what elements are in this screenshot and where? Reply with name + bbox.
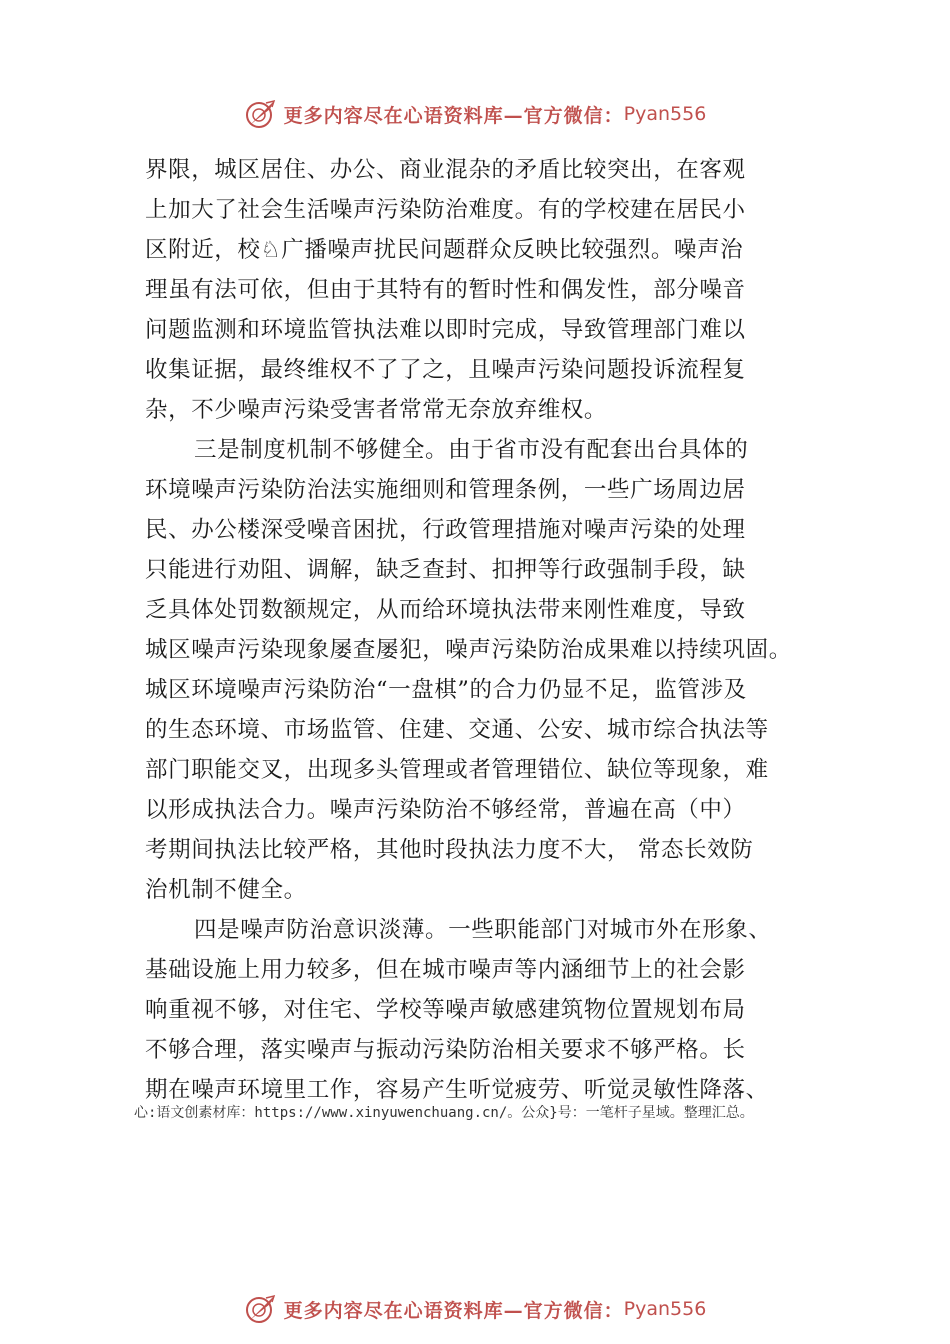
header-banner-contact: Pyan556 [623,103,707,125]
text-line: 杂，不少噪声污染受害者常常无奈放弃维权。 [145,397,608,423]
text-line: 的生态环境、市场监管、住建、交通、公安、城市综合执法等 [145,717,769,743]
text-line: 以形成执法合力。噪声污染防治不够经常，普遍在高（中） [145,797,746,823]
footer-banner [0,1287,950,1331]
text-line: 只能进行劝阻、调解，缺乏查封、扣押等行政强制手段，缺 [145,557,746,583]
footer-banner-title: 更多内容尽在心语资料库—官方微信： [283,1299,624,1322]
text-line: 响重视不够，对住宅、学校等噪声敏感建筑物位置规划布局 [145,997,746,1023]
text-line: 界限，城区居住、办公、商业混杂的矛盾比较突出，在客观 [145,157,746,183]
text-line: 理虽有法可依，但由于其特有的暂时性和偶发性，部分噪音 [145,277,746,303]
text-line: 部门职能交叉，出现多头管理或者管理错位、缺位等现象，难 [145,757,769,783]
paragraph-start-line: 三是制度机制不够健全。由于省市没有配套出台具体的 [194,437,749,463]
text-line: 不够合理，落实噪声与振动污染防治相关要求不够严格。长 [145,1037,746,1063]
text-line: 治机制不健全。 [145,877,307,903]
footer-banner-contact: Pyan556 [623,1298,707,1320]
header-banner-title: 更多内容尽在心语资料库—官方微信： [283,104,624,127]
paragraph-start-line: 四是噪声防治意识淡薄。一些职能部门对城市外在形象、 [194,917,772,943]
text-line: 环境噪声污染防治法实施细则和管理条例，一些广场周边居 [145,477,746,503]
logo-icon [244,97,278,131]
text-line: 上加大了社会生活噪声污染防治难度。有的学校建在居民小 [145,197,746,223]
text-line: 问题监测和环境监管执法难以即时完成，导致管理部门难以 [145,317,746,343]
text-line: 城区噪声污染现象屡查屡犯，噪声污染防治成果难以持续巩固。 [145,637,792,663]
text-line: 收集证据，最终维权不了了之，且噪声污染问题投诉流程复 [145,357,746,383]
header-banner [0,92,950,136]
text-line: 考期间执法比较严格，其他时段执法力度不大， 常态长效防 [145,837,754,863]
text-line: 区附近，校♘广播噪声扰民问题群众反映比较强烈。噪声治 [145,237,744,263]
source-footnote: 心:语文创素材库：https://www.xinyuwenchuang.cn/。公众}号：一笔杆子星域。整理汇总。 [134,1105,754,1121]
text-line: 乏具体处罚数额规定，从而给环境执法带来刚性难度，导致 [145,597,746,623]
text-line: 城区环境噪声污染防治“一盘棋”的合力仍显不足，监管涉及 [145,677,747,703]
logo-icon [244,1292,278,1326]
text-line: 民、办公楼深受噪音困扰，行政管理措施对噪声污染的处理 [145,517,746,543]
text-line: 期在噪声环境里工作，容易产生听觉疲劳、听觉灵敏性降落、 [145,1077,769,1103]
text-line: 基础设施上用力较多，但在城市噪声等内涵细节上的社会影 [145,957,746,983]
